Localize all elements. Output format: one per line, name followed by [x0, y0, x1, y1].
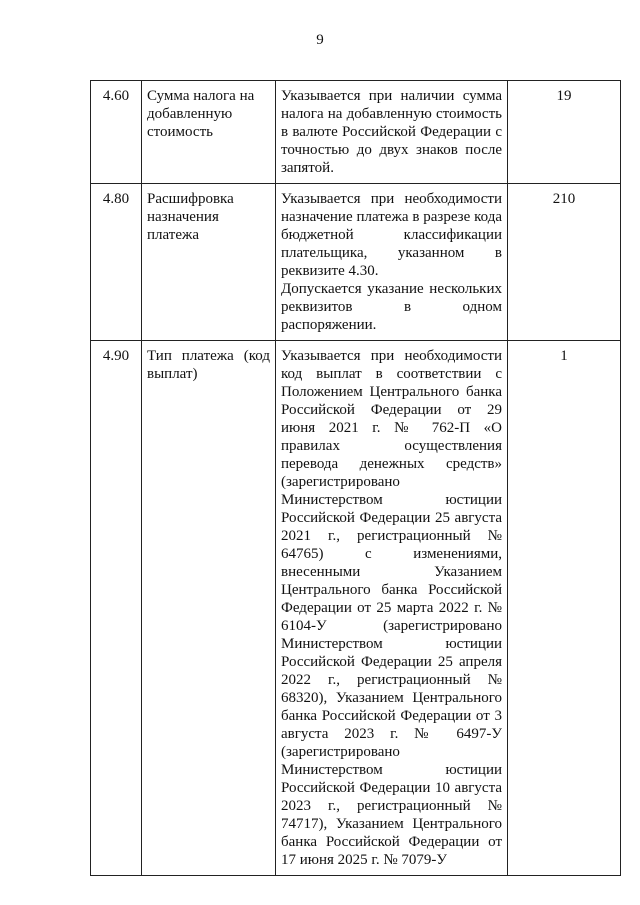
description-paragraph: Указывается при необходимости назначение платежа в разрезе кода бюджетной классификации плательщика, указанном в реквизите 4.30.: [281, 191, 502, 279]
requisite-name: Сумма налога на добавленную стоимость: [142, 81, 276, 184]
requisite-description: [276, 341, 508, 876]
table-row: [91, 184, 621, 341]
requisite-number: 4.60: [91, 81, 142, 184]
table-row: [91, 81, 621, 184]
requisite-description: [276, 81, 508, 184]
requisite-number: 4.90: [91, 341, 142, 876]
requisite-field-length: 19: [508, 81, 621, 184]
requisite-number: 4.80: [91, 184, 142, 341]
requisite-name: Тип платежа (код выплат): [142, 341, 276, 876]
description-paragraph: Допускается указание нескольких реквизитов в одном распоряжении.: [281, 281, 502, 333]
requisite-field-length: 1: [508, 341, 621, 876]
page-number: 9: [316, 32, 324, 48]
requisites-table: [90, 80, 621, 876]
description-paragraph: Указывается при наличии сумма налога на добавленную стоимость в валюте Российской Федерации с точностью до двух знаков после запятой.: [281, 88, 502, 176]
requisite-description: [276, 184, 508, 341]
requisite-name: Расшифровка назначения платежа: [142, 184, 276, 341]
table-row: [91, 341, 621, 876]
description-paragraph: Указывается при необходимости код выплат в соответствии с Положением Центрального банка Российской Федерации от 29 июня 2021 г. № 762-П «О правилах осуществления перевода денежных средств» (зарегистрировано Министерством юстиции Российской Федерации 25 августа 2021 г., регистрационный № 64765) с изменениями, внесенными Указанием Центрального банка Российской Федерации от 25 марта 2022 г. № 6104-У (зарегистрировано Министерством юстиции Российской Федерации 25 апреля 2022 г., регистрационный № 68320), Указанием Центрального банка Российской Федерации от 3 августа 2023 г. № 6497-У (зарегистрировано Министерством юстиции Российской Федерации 10 августа 2023 г., регистрационный № 74717), Указанием Центрального банка Российской Федерации от 17 июня 2025 г. № 7079-У: [281, 348, 502, 868]
requisite-field-length: 210: [508, 184, 621, 341]
